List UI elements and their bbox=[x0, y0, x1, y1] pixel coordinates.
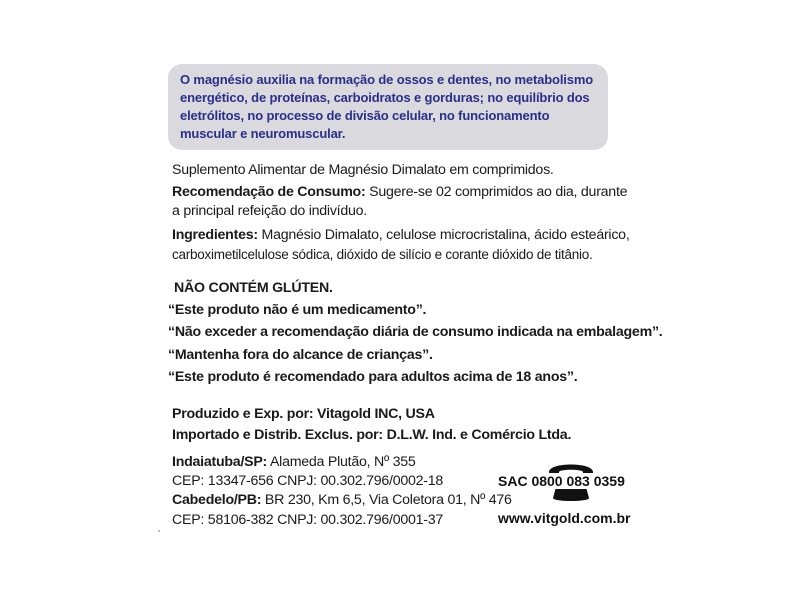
ingredients-label: Ingredientes: bbox=[172, 227, 258, 243]
producer-line: Produzido e Exp. por: Vitagold INC, USA bbox=[172, 406, 435, 422]
stray-dot bbox=[158, 530, 160, 532]
indaiatuba-label: Indaiatuba/SP: bbox=[172, 454, 268, 470]
info-line: energético, de proteínas, carboidratos e gorduras; no equilíbrio dos bbox=[180, 90, 590, 105]
recommendation-label: Recomendação de Consumo: bbox=[172, 184, 366, 200]
warning-line: “Mantenha fora do alcance de crianças”. bbox=[168, 347, 433, 363]
warning-line: “Não exceder a recomendação diária de consumo indicada na embalagem”. bbox=[168, 324, 663, 340]
info-line: O magnésio auxilia na formação de ossos e dentes, no metabolismo bbox=[180, 72, 594, 87]
recommendation-line-2: a principal refeição do indivíduo. bbox=[172, 203, 367, 219]
ingredients-line-2: carboximetilcelulose sódica, dióxido de silício e corante dióxido de titânio. bbox=[172, 247, 593, 262]
product-description: Suplemento Alimentar de Magnésio Dimalato em comprimidos. bbox=[172, 162, 554, 178]
recommendation-text: Sugere-se 02 comprimidos ao dia, durante bbox=[365, 184, 628, 200]
warning-line: “Este produto não é um medicamento”. bbox=[168, 302, 427, 318]
ingredients-text: Magnésio Dimalato, celulose microcristalina, ácido esteárico, bbox=[257, 227, 630, 243]
cep-cabedelo: CEP: 58106-382 CNPJ: 00.302.796/0001-37 bbox=[172, 512, 444, 528]
warning-line: “Este produto é recomendado para adultos acima de 18 anos”. bbox=[168, 369, 578, 385]
gluten-notice: NÃO CONTÉM GLÚTEN. bbox=[174, 280, 333, 296]
info-line: eletrólitos, no processo de divisão celular, no funcionamento bbox=[180, 108, 550, 123]
address-cabedelo bbox=[172, 491, 512, 510]
cabedelo-label: Cabedelo/PB: bbox=[172, 492, 262, 508]
cep-indaiatuba: CEP: 13347-656 CNPJ: 00.302.796/0002-18 bbox=[172, 473, 444, 489]
info-line: muscular e neuromuscular. bbox=[180, 126, 346, 141]
website-link[interactable]: www.vitgold.com.br bbox=[498, 510, 631, 526]
sac-phone: SAC 0800 083 0359 bbox=[498, 473, 625, 489]
address-indaiatuba bbox=[172, 453, 416, 472]
ingredients-line-1 bbox=[172, 226, 630, 245]
importer-line: Importado e Distrib. Exclus. por: D.L.W. Ind. e Comércio Ltda. bbox=[172, 427, 572, 443]
indaiatuba-text: Alameda Plutão, Nº 355 bbox=[267, 454, 416, 470]
recommendation-line-1 bbox=[172, 183, 627, 202]
cabedelo-text: BR 230, Km 6,5, Via Coletora 01, Nº 476 bbox=[261, 492, 512, 508]
info-box bbox=[168, 64, 608, 150]
